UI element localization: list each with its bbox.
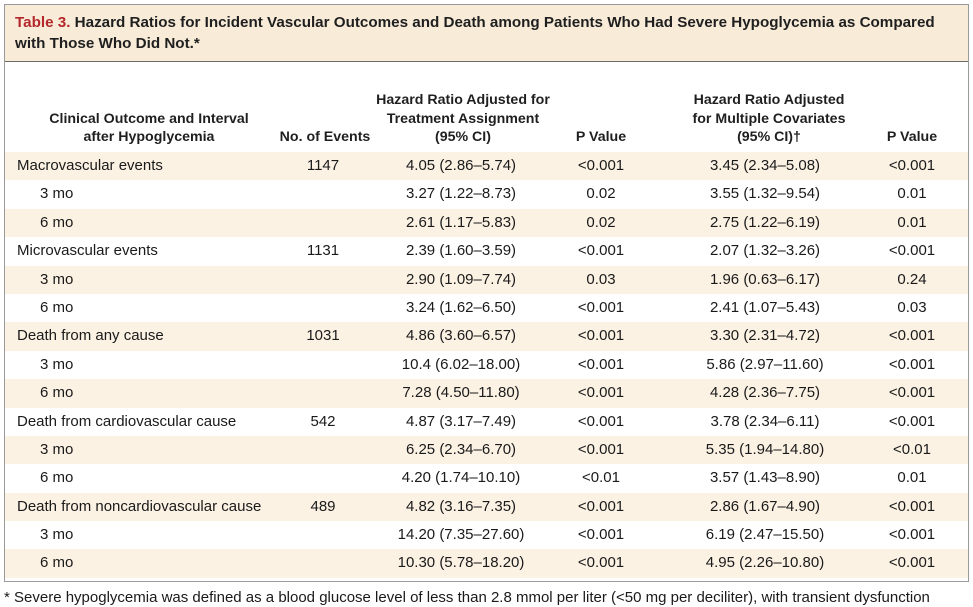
outcome-cell: 6 mo	[40, 469, 74, 487]
header-p-value-2: P Value	[886, 129, 938, 146]
hr-treatment-cell: 2.39 (1.60–3.59)	[405, 242, 517, 260]
hr-covariates-cell: 6.19 (2.47–15.50)	[705, 526, 825, 544]
table-frame	[4, 4, 969, 582]
p-value-1-cell: <0.001	[577, 554, 625, 572]
table-row	[5, 294, 968, 322]
outcome-cell: Death from noncardiovascular cause	[17, 497, 262, 515]
header-outcome: Clinical Outcome and Interval after Hypoglycemia	[49, 110, 249, 146]
table-row	[5, 152, 968, 180]
hr-covariates-cell: 5.35 (1.94–14.80)	[705, 440, 825, 458]
outcome-cell: 3 mo	[40, 440, 74, 458]
hr-covariates-cell: 3.78 (2.34–6.11)	[710, 412, 820, 430]
table-row	[5, 436, 968, 464]
table-row	[5, 493, 968, 521]
hr-treatment-cell: 10.4 (6.02–18.00)	[401, 355, 521, 373]
hr-covariates-cell: 2.41 (1.07–5.43)	[709, 298, 821, 316]
hr-treatment-cell: 6.25 (2.34–6.70)	[405, 440, 517, 458]
p-value-1-cell: 0.02	[586, 213, 616, 231]
p-value-1-cell: <0.001	[577, 384, 625, 402]
hr-treatment-cell: 3.27 (1.22–8.73)	[405, 185, 517, 203]
table-title: Hazard Ratios for Incident Vascular Outcomes and Death among Patients Who Had Severe Hypoglycemia as Compared with Those Who Did Not.*	[15, 14, 935, 52]
hr-treatment-cell: 4.82 (3.16–7.35)	[405, 497, 517, 515]
hr-covariates-cell: 2.07 (1.32–3.26)	[709, 242, 821, 260]
outcome-cell: Microvascular events	[17, 242, 158, 260]
table-row	[5, 379, 968, 407]
hr-treatment-cell: 4.05 (2.86–5.74)	[405, 157, 517, 174]
p-value-2-cell: <0.001	[888, 157, 936, 174]
header-hr-covariates: Hazard Ratio Adjusted for Multiple Covariates (95% CI)†	[692, 92, 846, 146]
outcome-cell: Death from cardiovascular cause	[17, 412, 237, 430]
hr-covariates-cell: 5.86 (2.97–11.60)	[706, 355, 824, 373]
outcome-cell: 3 mo	[40, 185, 74, 203]
outcome-cell: Macrovascular events	[17, 157, 163, 174]
p-value-1-cell: <0.001	[577, 440, 625, 458]
table-row	[5, 237, 968, 265]
header-hr-treatment: Hazard Ratio Adjusted for Treatment Assignment (95% CI)	[376, 92, 550, 146]
events-cell: 489	[310, 497, 336, 515]
table-row	[5, 464, 968, 492]
p-value-1-cell: <0.001	[577, 526, 625, 544]
p-value-2-cell: 0.01	[897, 213, 927, 231]
p-value-2-cell: 0.24	[897, 270, 927, 288]
events-cell: 1147	[306, 157, 340, 174]
table-footnote: * Severe hypoglycemia was defined as a blood glucose level of less than 2.8 mmol per liter (<50 mg per deciliter), with transient dysfunction	[4, 589, 930, 606]
hr-treatment-cell: 4.20 (1.74–10.10)	[401, 469, 521, 487]
table-header	[5, 62, 968, 152]
hr-covariates-cell: 3.57 (1.43–8.90)	[709, 469, 821, 487]
events-cell: 1131	[306, 242, 340, 260]
hr-covariates-cell: 4.95 (2.26–10.80)	[705, 554, 825, 572]
p-value-1-cell: <0.001	[577, 412, 625, 430]
outcome-cell: Death from any cause	[17, 327, 164, 345]
hr-treatment-cell: 14.20 (7.35–27.60)	[397, 526, 525, 544]
p-value-2-cell: 0.03	[897, 298, 927, 316]
table-row	[5, 266, 968, 294]
outcome-cell: 6 mo	[40, 213, 74, 231]
table-row	[5, 209, 968, 237]
hr-covariates-cell: 2.75 (1.22–6.19)	[709, 213, 821, 231]
p-value-1-cell: 0.03	[586, 270, 616, 288]
p-value-2-cell: <0.001	[888, 497, 936, 515]
events-cell: 1031	[306, 327, 340, 345]
p-value-1-cell: <0.01	[582, 469, 620, 487]
table-row	[5, 408, 968, 436]
table-row	[5, 322, 968, 350]
table-row	[5, 521, 968, 549]
outcome-cell: 3 mo	[40, 355, 74, 373]
p-value-1-cell: <0.001	[577, 327, 625, 345]
table-body	[5, 152, 968, 578]
hr-treatment-cell: 10.30 (5.78–18.20)	[397, 554, 525, 572]
outcome-cell: 3 mo	[40, 270, 74, 288]
p-value-2-cell: <0.001	[888, 412, 936, 430]
table-row	[5, 549, 968, 577]
hr-covariates-cell: 4.28 (2.36–7.75)	[709, 384, 821, 402]
hr-treatment-cell: 4.86 (3.60–6.57)	[405, 327, 517, 345]
p-value-1-cell: <0.001	[577, 355, 625, 373]
p-value-2-cell: 0.01	[897, 469, 927, 487]
p-value-1-cell: <0.001	[577, 242, 625, 260]
hr-covariates-cell: 3.30 (2.31–4.72)	[709, 327, 821, 345]
events-cell: 542	[310, 412, 336, 430]
outcome-cell: 6 mo	[40, 384, 74, 402]
hr-treatment-cell: 3.24 (1.62–6.50)	[405, 298, 517, 316]
p-value-2-cell: <0.001	[888, 384, 936, 402]
outcome-cell: 6 mo	[40, 298, 74, 316]
hr-treatment-cell: 2.90 (1.09–7.74)	[405, 270, 517, 288]
p-value-1-cell: <0.001	[577, 298, 625, 316]
p-value-2-cell: <0.001	[888, 242, 936, 260]
header-events: No. of Events	[279, 129, 371, 146]
hr-covariates-cell: 3.45 (2.34–5.08)	[709, 157, 821, 174]
hr-covariates-cell: 1.96 (0.63–6.17)	[709, 270, 821, 288]
outcome-cell: 3 mo	[40, 526, 74, 544]
table-row	[5, 180, 968, 208]
outcome-cell: 6 mo	[40, 554, 74, 572]
hr-covariates-cell: 2.86 (1.67–4.90)	[709, 497, 821, 515]
p-value-2-cell: <0.001	[888, 327, 936, 345]
hr-covariates-cell: 3.55 (1.32–9.54)	[709, 185, 821, 203]
table-row	[5, 351, 968, 379]
p-value-1-cell: <0.001	[577, 497, 625, 515]
p-value-2-cell: 0.01	[897, 185, 927, 203]
p-value-2-cell: <0.001	[888, 526, 936, 544]
p-value-1-cell: 0.02	[586, 185, 616, 203]
p-value-2-cell: <0.001	[888, 355, 936, 373]
p-value-2-cell: <0.01	[893, 440, 931, 458]
p-value-2-cell: <0.001	[888, 554, 936, 572]
table-number: Table 3.	[15, 14, 71, 31]
header-p-value-1: P Value	[575, 129, 627, 146]
hr-treatment-cell: 7.28 (4.50–11.80)	[402, 384, 520, 402]
hr-treatment-cell: 2.61 (1.17–5.83)	[405, 213, 517, 231]
table-caption	[5, 5, 968, 62]
p-value-1-cell: <0.001	[577, 157, 625, 174]
hr-treatment-cell: 4.87 (3.17–7.49)	[405, 412, 517, 430]
